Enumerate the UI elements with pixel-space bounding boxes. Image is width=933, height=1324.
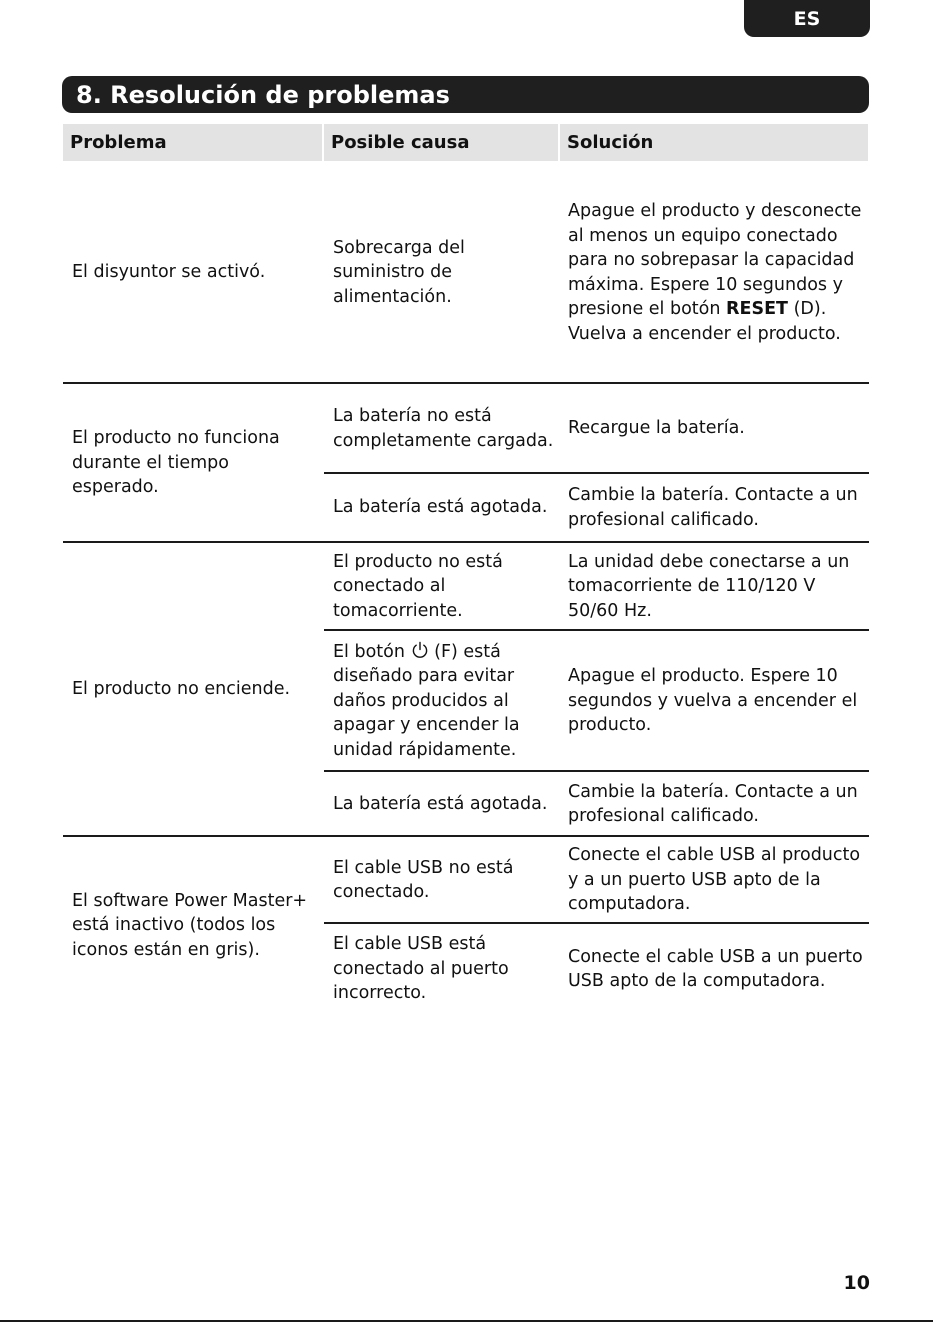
- power-icon: [411, 641, 429, 659]
- problem-text: El producto no funciona durante el tiempo esperado.: [72, 428, 280, 498]
- section-title: 8. Resolución de problemas: [62, 76, 869, 113]
- solution-text: Cambie la batería. Contacte a un profesional calificado.: [568, 485, 858, 530]
- language-tab: ES: [744, 0, 870, 37]
- cause-text: El producto no está conectado al tomacorriente.: [333, 551, 503, 621]
- problem-text: El producto no enciende.: [72, 679, 291, 700]
- sub-row-divider: [324, 770, 869, 772]
- header-solution: Solución: [560, 124, 868, 161]
- cause-text: La batería está agotada.: [333, 793, 548, 814]
- solution-cell: [568, 385, 864, 472]
- solution-cell: [568, 632, 864, 770]
- problem-cell: [72, 544, 317, 835]
- header-problem: Problema: [63, 124, 322, 161]
- cause-text: El botón (F) está diseñado para evitar daños producidos al apagar y encender la unidad rápidamente.: [333, 641, 520, 760]
- cause-cell: [333, 544, 555, 629]
- solution-text: La unidad debe conectarse a un tomacorriente de 110/120 V 50/60 Hz.: [568, 551, 850, 621]
- solution-text: Apague el producto. Espere 10 segundos y vuelva a encender el producto.: [568, 666, 858, 736]
- solution-cell: [568, 773, 864, 835]
- solution-cell: [568, 474, 864, 541]
- cause-text: El cable USB no está conectado.: [333, 857, 514, 902]
- row-divider: [63, 541, 869, 543]
- row-divider: [63, 382, 869, 384]
- solution-text: Cambie la batería. Contacte a un profesional calificado.: [568, 781, 858, 826]
- cause-text: El cable USB está conectado al puerto incorrecto.: [333, 934, 509, 1004]
- cause-text: La batería no está completamente cargada.: [333, 406, 554, 451]
- cause-cell: [333, 925, 555, 1013]
- solution-cell: [568, 175, 864, 370]
- header-cause: Posible causa: [324, 124, 558, 161]
- reset-label: RESET: [726, 299, 788, 319]
- cause-cell: [333, 838, 555, 922]
- cause-cell: [333, 474, 561, 541]
- cause-text: Sobrecarga del suministro de alimentación.: [333, 237, 465, 307]
- solution-text: Apague el producto y desconecte al menos un equipo conectado para no sobrepasar la capacidad máxima. Espere 10 segundos y presione el botón RESET (D). Vuelva a encender el producto.: [568, 201, 862, 344]
- solution-cell: [568, 925, 864, 1013]
- sub-row-divider: [324, 629, 869, 631]
- bottom-rule: [0, 1320, 933, 1322]
- problem-cell: [72, 175, 317, 370]
- solution-text: Conecte el cable USB al producto y a un puerto USB apto de la computadora.: [568, 845, 861, 915]
- cause-cell: [333, 632, 555, 770]
- solution-cell: [568, 838, 864, 922]
- solution-text: Recargue la batería.: [568, 418, 745, 439]
- problem-cell: [72, 385, 317, 541]
- problem-text: El software Power Master+ está inactivo (todos los iconos están en gris).: [72, 890, 308, 960]
- problem-text: El disyuntor se activó.: [72, 262, 266, 283]
- solution-cell: [568, 544, 864, 629]
- cause-cell: [333, 175, 555, 370]
- cause-cell: [333, 385, 555, 472]
- problem-cell: [72, 838, 322, 1013]
- page-number: 10: [843, 1272, 870, 1294]
- cause-text: La batería está agotada.: [333, 497, 548, 518]
- cause-cell: [333, 773, 561, 835]
- solution-text: Conecte el cable USB a un puerto USB apto de la computadora.: [568, 946, 863, 991]
- row-divider: [63, 835, 869, 837]
- sub-row-divider: [324, 922, 869, 924]
